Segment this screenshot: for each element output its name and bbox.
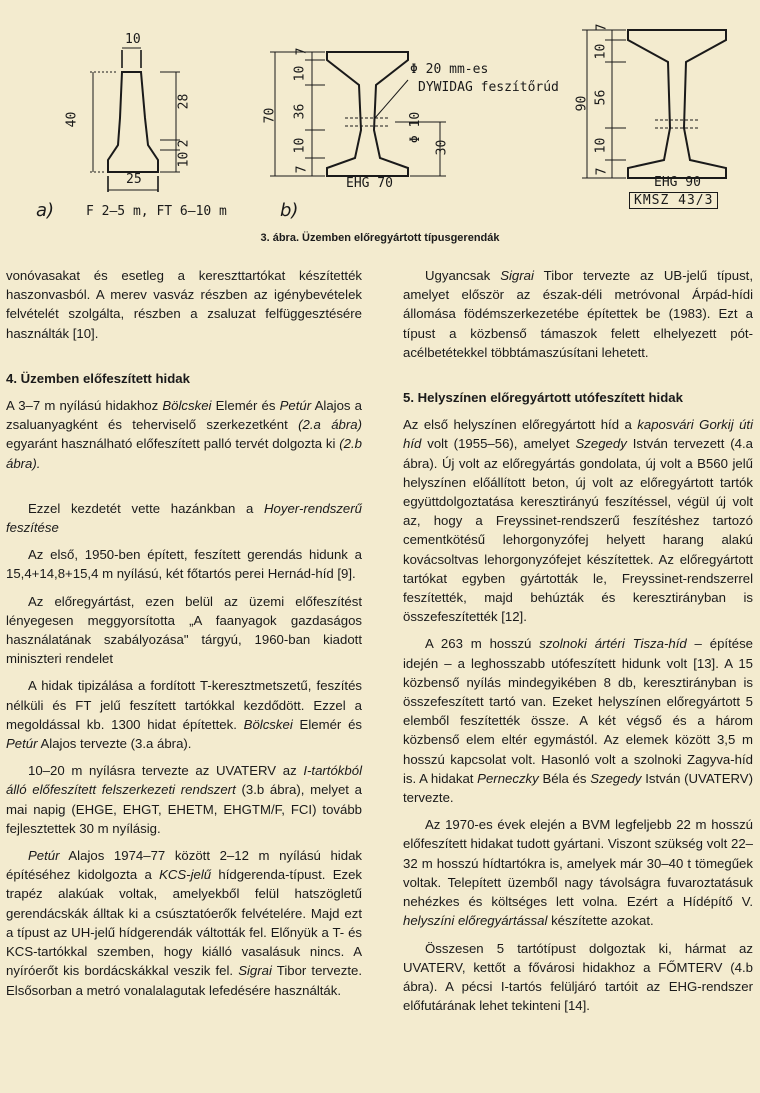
dim-a-top: 10: [125, 32, 141, 47]
dim-90-t7: 7: [594, 23, 610, 32]
section-5-heading: 5. Helyszínen előregyártott utófeszített hidak: [403, 390, 683, 406]
dim-70-t10b: 10: [292, 137, 308, 154]
dim-70-h30: 30: [434, 139, 450, 156]
dim-a-low: 10: [176, 151, 192, 168]
left-column: [6, 266, 362, 1008]
dim-70-t7: 7: [294, 47, 310, 56]
right-paragraph-4: Az 1970-es évek elején a BVM legfeljebb 22 m hosszú előfeszített hidakat tudott gyártani. Viszont szükség volt 22–32 m hosszú hídtartókra is, amelyek már 30–40 t tömegűek voltak. Telepített üzemből nagy távolságra fuvaroztatásuk nehézkes és költséges lett volna. Ezért a Hídépítő V. helyszíni előregyártással készítette azokat.: [403, 817, 753, 929]
left-paragraph-8: Petúr Alajos 1974–77 között 2–12 m nyílású hidak építéséhez kidolgozta a KCS-jelű hídgerenda-típust. Ezek trapéz alakúak voltak, amelyekből felül hatszögletű gerendácskák álltak ki a csúsztatóerők felvételére. Majd ezt a típust az UH-jelű hídgerendák váltották fel. Előnyük a T- és KCS-tartókkal szemben, hogy kiálló vasalásuk nincs. A nyíróerőt kis bordácskákkal veszik fel. Sigrai Tibor tervezte. Elsősorban a metró vonalalagutak lefedésére használták.: [6, 848, 363, 998]
left-paragraph-6: A hidak tipizálása a fordított T-keresztmetszetű, feszítés nélküli és FT jelű feszített tartókkal kezdődött. Ezzel a megoldással kb. 1300 hidat építettek. Bölcskei Elemér és Petúr Alajos tervezte (3.a ábra).: [6, 678, 362, 752]
dim-90-t10a: 10: [593, 43, 609, 60]
dim-70-total: 70: [262, 107, 278, 124]
left-paragraph-1: vonóvasakat és esetleg a kereszttartókat készítették haszonvasból. A merev vasváz részben az igénybevételek felvételét szolgálta, részben a zsaluzat felfüggesztésére használták [10].: [6, 268, 362, 341]
drawing-stamp: KMSZ 43/3: [629, 192, 718, 209]
dim-a-base: 25: [126, 172, 142, 187]
left-paragraph-2: A 3–7 m nyílású hidakhoz Bölcskei Elemér és Petúr Alajos a zsaluanyagként és teherviselő szerkezetként (2.a ábra) egyaránt használható előfeszített palló tervét dolgozta ki (2.b ábra).: [6, 398, 362, 471]
dim-a-upper: 28: [176, 93, 192, 110]
dim-70-b7: 7: [294, 165, 310, 174]
dim-90-b7: 7: [594, 167, 610, 176]
dim-70-t10a: 10: [292, 65, 308, 82]
right-paragraph-2: Az első helyszínen előregyártott híd a kaposvári Gorkij úti híd volt (1955–56), amelyet Szegedy István tervezett (4.a ábra). Új volt az előregyártás gondolata, új volt a B560 jelű helyszínen előállított beton, új volt az előregyártott tartók együttdolgoztatása keresztirányú feszítéssel, végül új volt az, hogy a Freyssinet-rendszerű feszítéshez tartozó cementkötésű lehorgonyzófej helyett harang alakú kovácsoltvas lehorgonyzófejet készítettek. Az előregyártott tartókat egyben gyártották le, Freyssinet-rendszerrel feszítették, majd behúzták és keresztirányban is összefeszítették [12].: [403, 417, 753, 625]
bar-note-1: Φ 20 mm-es: [410, 62, 489, 77]
fig-a-subtitle: F 2–5 m, FT 6–10 m: [86, 204, 227, 219]
figure-3: [0, 0, 760, 250]
fig-label-a: a): [36, 200, 55, 221]
section-4-heading: 4. Üzemben előfeszített hidak: [6, 370, 190, 386]
dim-90-web: 56: [593, 89, 609, 106]
dim-70-hole: Φ 10: [408, 111, 424, 144]
right-paragraph-3: A 263 m hosszú szolnoki ártéri Tisza-híd – építése idején – a leghosszabb utófeszített hidunk volt [13]. A 15 közbenső nyílás mindegyikében 8 db, keresztirányban is összefeszített tartó van. Ezeket helyszínen előregyártott 5 elemből feszítették össze. A két végső és a három közbenső elem eltér egymástól. Az elemek között 3,5 m hosszú kapcsolat volt. Hasonló volt a szolnoki Zagyva-híd is. A hidakat Perneczky Béla és Szegedy István (UVATERV) tervezte.: [403, 636, 753, 806]
left-paragraph-3: Ezzel kezdetét vette hazánkban a Hoyer-rendszerű feszítése: [6, 500, 362, 536]
right-column: [403, 266, 753, 1023]
dim-90-t10b: 10: [593, 137, 609, 154]
dim-70-web: 36: [292, 103, 308, 120]
fig-label-b: b): [280, 200, 299, 221]
right-paragraph-5: Összesen 5 tartótípust dolgoztak ki, hármat az UVATERV, kettőt a fővárosi hidakhoz a FŐMTERV (4.b ábra). A pécsi I-tartós felüljáró tartóit az EHG-rendszer előfutárának lehet tekinteni [14].: [403, 940, 753, 1014]
dim-a-height: 40: [64, 111, 80, 128]
bar-note-2: DYWIDAG feszítőrúd: [418, 80, 559, 95]
figure-caption: 3. ábra. Üzemben előregyártott típusgerendák: [260, 232, 500, 244]
left-paragraph-4: Az első, 1950-ben épített, feszített gerendás hidunk a 15,4+14,8+15,4 m nyílású, két főtartós perei Hernád-híd [9].: [6, 547, 362, 582]
left-paragraph-5: Az előregyártást, ezen belül az üzemi előfeszítést lényegesen meggyorsította „A faanyagok gazdaságos használatának szabályozása" tárgyú, 1960-ban kiadott miniszteri rendelet: [6, 593, 362, 667]
ehg90-name: EHG 90: [654, 175, 701, 190]
right-paragraph-1: Ugyancsak Sigrai Tibor tervezte az UB-jelű típust, amelyet először az észak-déli metróvonal Árpád-hídi állomása födémszerkezetébe építettek be (1983). Ezt a típust a közbenső támaszok felett elhelyezett pót-acélbetétekkel többtámaszúsítani lehetett.: [403, 268, 753, 360]
dim-a-mid: 2: [176, 139, 192, 148]
dim-90-total: 90: [574, 95, 590, 112]
ehg70-name: EHG 70: [346, 176, 393, 191]
left-paragraph-7: 10–20 m nyílásra tervezte az UVATERV az I-tartókból álló előfeszített felszerkezeti rendszert (3.b ábra), melyet a mai napig (EHGE, EHGT, EHETM, EHGTM/F, FCI) tovább fejlesztettek 30 m nyílásig.: [6, 763, 362, 836]
